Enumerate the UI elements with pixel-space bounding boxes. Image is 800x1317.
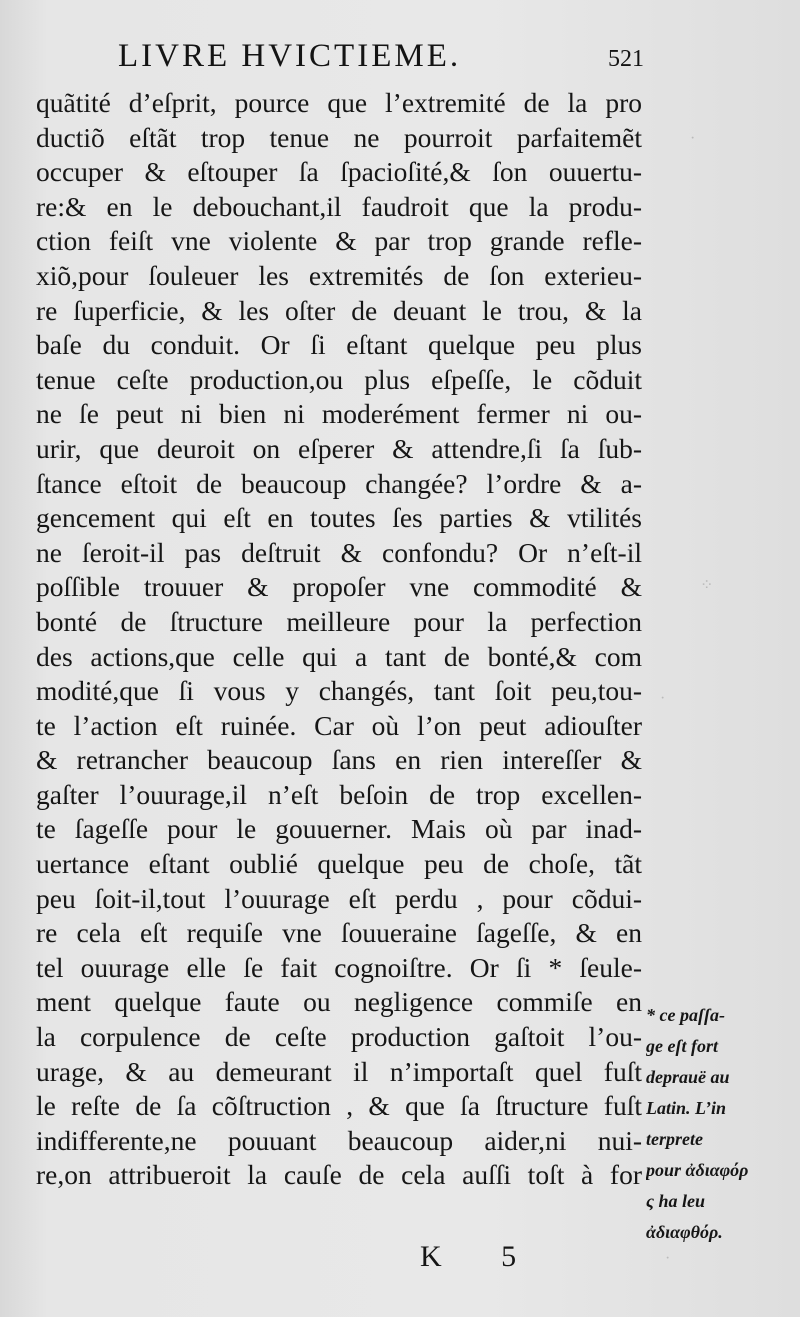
margin-note	[646, 1000, 796, 1248]
text-line: xiõ,pour ſouleuer les extremités de ſon exterieu-	[36, 259, 642, 291]
text-line: indifferente,ne pouuant beaucoup aider,ni nui-	[36, 1124, 642, 1156]
text-line: ne ſe peut ni bien ni moderément fermer ni ou-	[36, 398, 642, 430]
text-line: ction feiſt vne violente & par trop grande refle-	[36, 225, 642, 257]
text-line: te ſageſſe pour le gouuerner. Mais où par inad-	[36, 813, 642, 845]
text-line: & retrancher beaucoup ſans en rien intereſſer &	[36, 744, 642, 776]
margin-note-line: pour ἀδιαφόρ	[646, 1160, 749, 1180]
margin-note-line: ἀδιαφθόρ.	[646, 1222, 723, 1242]
text-line: des actions,que celle qui a tant de bonté,& com	[36, 640, 642, 672]
text-line: le reſte de ſa cõſtruction , & que ſa ſtructure fuſt	[36, 1090, 642, 1122]
margin-note-line: terprete	[646, 1129, 703, 1149]
signature-mark: K 5	[420, 1240, 543, 1273]
page-number: 521	[608, 46, 644, 72]
text-line: urage, & au demeurant il n’importaſt quel fuſt	[36, 1055, 642, 1087]
text-line: re ſuperficie, & les oſter de deuant le trou, & la	[36, 294, 642, 326]
text-line: gencement qui eſt en toutes ſes parties & vtilités	[36, 502, 642, 534]
text-line: bonté de ſtructure meilleure pour la perfection	[36, 605, 642, 637]
show-through-mark: ⁘	[700, 577, 714, 594]
text-line: ment quelque faute ou negligence commiſe en	[36, 986, 642, 1018]
show-through-mark: ·	[690, 130, 696, 147]
text-line: modité,que ſi vous y changés, tant ſoit peu,tou-	[36, 675, 642, 707]
text-line: tenue ceſte production,ou plus eſpeſſe, le cõduit	[36, 363, 642, 395]
text-line: uertance eſtant oublié quelque peu de choſe, tãt	[36, 848, 642, 880]
text-line: ductiõ eſtãt trop tenue ne pourroit parfaitemẽt	[36, 121, 642, 153]
text-line: re cela eſt requiſe vne ſouueraine ſageſſe, & en	[36, 917, 642, 949]
body-text	[36, 86, 642, 1193]
margin-note-line: ge eſt fort	[646, 1036, 718, 1056]
margin-note-line: ς ha leu	[646, 1191, 706, 1211]
text-line: urir, que deuroit on eſperer & attendre,ſi ſa ſub-	[36, 432, 642, 464]
text-line: baſe du conduit. Or ſi eſtant quelque peu plus	[36, 329, 642, 361]
margin-note-line: * ce paſſa-	[646, 1005, 725, 1025]
text-line: re:& en le debouchant,il faudroit que la produ-	[36, 190, 642, 222]
margin-note-line: deprauë au	[646, 1067, 730, 1087]
text-line: ne ſeroit-il pas deſtruit & confondu? Or n’eſt-il	[36, 536, 642, 568]
margin-note-line: Latin. L’in	[646, 1098, 727, 1118]
text-line: quãtité d’eſprit, pource que l’extremité de la pro	[36, 87, 642, 118]
text-line: peu ſoit-il,tout l’ouurage eſt perdu , pour cõdui-	[36, 882, 642, 914]
text-line: re,on attribueroit la cauſe de cela auſſi toſt à for	[36, 1159, 642, 1191]
running-title: LIVRE HVICTIEME.	[118, 38, 462, 74]
show-through-mark: ·	[660, 690, 666, 707]
text-line: occuper & eſtouper ſa ſpacioſité,& ſon ouuertu-	[36, 156, 642, 188]
show-through-mark: ·	[665, 1250, 671, 1267]
text-line: poſſible trouuer & propoſer vne commodité &	[36, 571, 642, 603]
text-line: la corpulence de ceſte production gaſtoit l’ou-	[36, 1021, 642, 1053]
text-line: gaſter l’ouurage,il n’eſt beſoin de trop excellen-	[36, 778, 642, 810]
text-line: ſtance eſtoit de beaucoup changée? l’ordre & a-	[36, 467, 642, 499]
text-line: te l’action eſt ruinée. Car où l’on peut adiouſter	[36, 709, 642, 741]
text-line: tel ouurage elle ſe fait cognoiſtre. Or ſi * ſeule-	[36, 951, 642, 983]
